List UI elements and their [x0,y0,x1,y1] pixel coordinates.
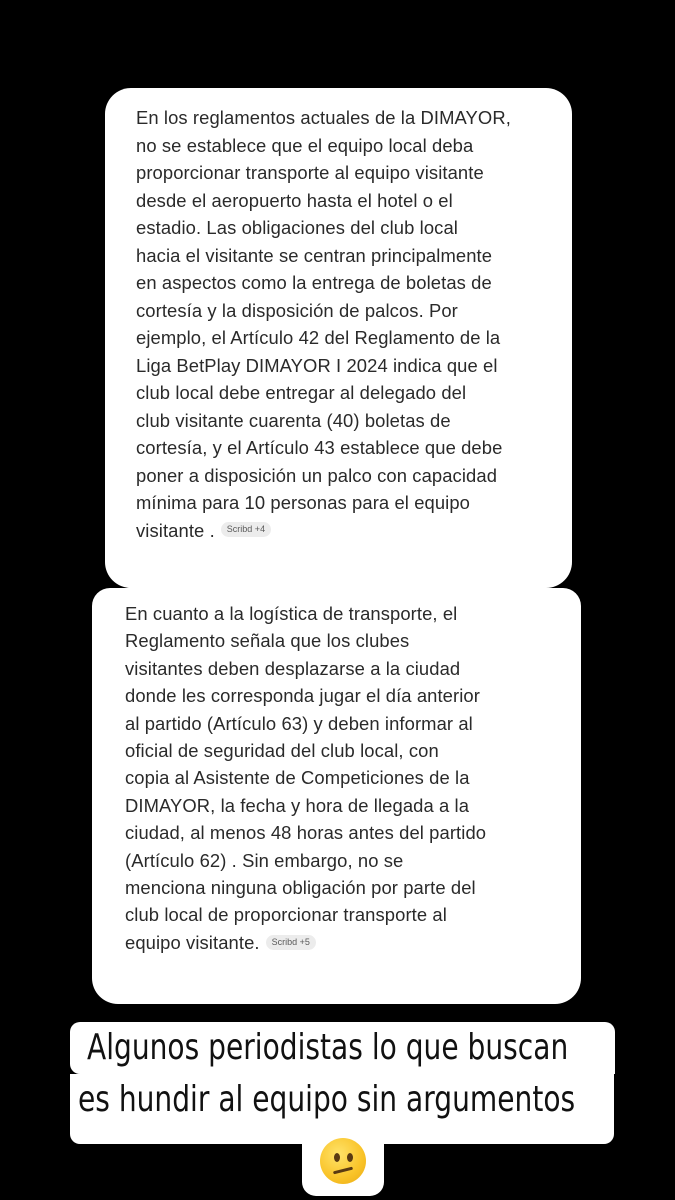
text-line: visitantes deben desplazarse a la ciudad [125,657,461,679]
text-line: al partido (Artículo 63) y deben informar al [125,712,473,734]
response-card-1 [105,88,572,588]
text-line: desde el aeropuerto hasta el hotel o el [136,189,453,211]
text-line: oficial de seguridad del club local, con [125,740,439,762]
text-line: hacia el visitante se centran principalmente [136,244,493,266]
text-line: club local de proporcionar transporte al [125,904,447,926]
text-line-last [125,929,571,956]
source-chip-scribd-4[interactable]: Scribd +4 [221,522,271,537]
text-line-end: equipo visitante. [125,931,260,953]
text-line: club local debe entregar al delegado del [136,382,467,403]
text-line: cortesía, y el Artículo 43 establece que debe [136,437,503,458]
text-line: En los reglamentos actuales de la DIMAYOR, [136,107,511,128]
caption-text: Algunos periodistas lo que buscan [87,1027,569,1068]
emoji-eye-right [347,1153,353,1162]
text-line: ciudad, al menos 48 horas antes del partido [125,822,487,844]
text-line: ejemplo, el Artículo 42 del Reglamento de la [136,327,501,348]
text-line: (Artículo 62) . Sin embargo, no se [125,849,404,871]
text-line: Reglamento señala que los clubes [125,630,410,652]
text-line: DIMAYOR, la fecha y hora de llegada a la [125,794,470,816]
story-caption-emoji [302,1132,384,1196]
text-line: cortesía y la disposición de palcos. Por [136,299,458,321]
text-line: mínima para 10 personas para el equipo [136,492,471,513]
response-card-2 [92,588,581,1004]
caption-text: es hundir al equipo sin argumentos [78,1079,576,1120]
text-line: donde les corresponda jugar el día anterior [125,685,480,707]
emoji-mouth [333,1167,353,1175]
text-line-last [136,517,560,545]
story-caption-line-1 [70,1022,615,1074]
text-line: estadio. Las obligaciones del club local [136,217,458,238]
confused-face-icon [320,1138,366,1184]
text-line: no se establece que el equipo local deba [136,134,474,156]
text-line-end: visitante . [136,519,215,541]
text-line: Liga BetPlay DIMAYOR I 2024 indica que el [136,354,498,376]
emoji-eye-left [334,1153,340,1162]
text-line: menciona ninguna obligación por parte del [125,877,476,899]
text-line: poner a disposición un palco con capacidad [136,464,498,486]
text-line: club visitante cuarenta (40) boletas de [136,409,451,431]
text-line: proporcionar transporte al equipo visitante [136,162,484,183]
text-line: en aspectos como la entrega de boletas de [136,272,492,293]
text-line: copia al Asistente de Competiciones de la [125,767,470,789]
source-chip-scribd-5[interactable]: Scribd +5 [266,935,316,950]
text-line: En cuanto a la logística de transporte, el [125,603,458,624]
